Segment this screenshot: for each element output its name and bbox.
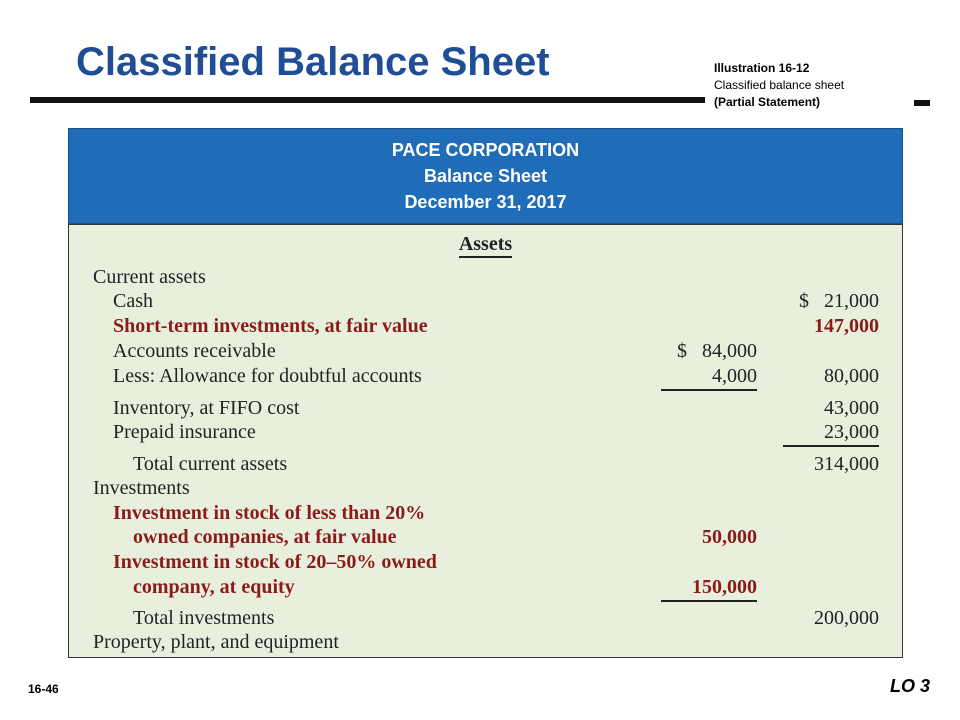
title-rule-end [914,100,930,106]
row-label: Investments [93,477,190,499]
row-prepaid-insurance [69,420,902,444]
illustration-number: Illustration 16-12 [714,61,810,75]
row-investment-less-20 [69,501,902,525]
row-label: company, at equity [133,576,295,598]
statement-date: December 31, 2017 [404,192,567,212]
learning-objective: LO 3 [889,676,930,696]
title-rule [30,97,705,103]
row-label: Property, plant, and equipment [93,631,339,653]
row-amount: 314,000 [814,453,879,475]
row-investment-20-50 [69,550,902,574]
illustration-reference [714,60,844,111]
slide-title: Classified Balance Sheet [76,40,550,84]
row-label: Accounts receivable [113,340,276,362]
illustration-note: (Partial Statement) [714,95,821,109]
underline [783,445,879,447]
row-label: Total investments [133,607,275,629]
row-label: Prepaid insurance [113,421,256,443]
row-label: Current assets [93,266,206,288]
row-subamount: 4,000 [712,365,757,387]
row-label: owned companies, at fair value [133,526,397,548]
row-label: Investment in stock of 20–50% owned [113,551,437,573]
row-total-investments [69,606,902,630]
row-amount: 23,000 [824,421,879,443]
row-current-assets [69,265,902,289]
row-total-current-assets [69,452,902,476]
row-investments [69,476,902,500]
section-heading: Assets [69,233,902,256]
row-amount: 147,000 [814,315,879,337]
row-investment-equity [69,575,902,599]
statement-name: Balance Sheet [423,166,548,186]
statement-header [68,128,903,224]
row-investment-fair-value [69,525,902,549]
row-label: Short-term investments, at fair value [113,315,428,337]
row-label: Inventory, at FIFO cost [113,397,300,419]
row-label: Investment in stock of less than 20% [113,502,426,524]
row-label: Total current assets [133,453,288,475]
row-allowance [69,364,902,388]
row-short-term-investments [69,314,902,338]
row-accounts-receivable [69,339,902,363]
row-label: Less: Allowance for doubtful accounts [113,365,422,387]
row-amount: 43,000 [824,397,879,419]
row-subamount: 50,000 [702,526,757,548]
underline [661,389,757,391]
underline [661,600,757,602]
row-subamount: 150,000 [692,576,757,598]
row-amount: $ 21,000 [799,290,879,312]
illustration-caption: Classified balance sheet [714,78,845,92]
balance-sheet-panel [68,224,903,658]
row-inventory [69,396,902,420]
row-cash [69,289,902,313]
row-label: Cash [113,290,153,312]
row-amount: 80,000 [824,365,879,387]
row-subamount: $ 84,000 [677,340,757,362]
row-amount: 200,000 [814,607,879,629]
company-name: PACE CORPORATION [391,140,580,160]
page-number: 16-46 [28,682,59,696]
row-ppe [69,630,902,654]
